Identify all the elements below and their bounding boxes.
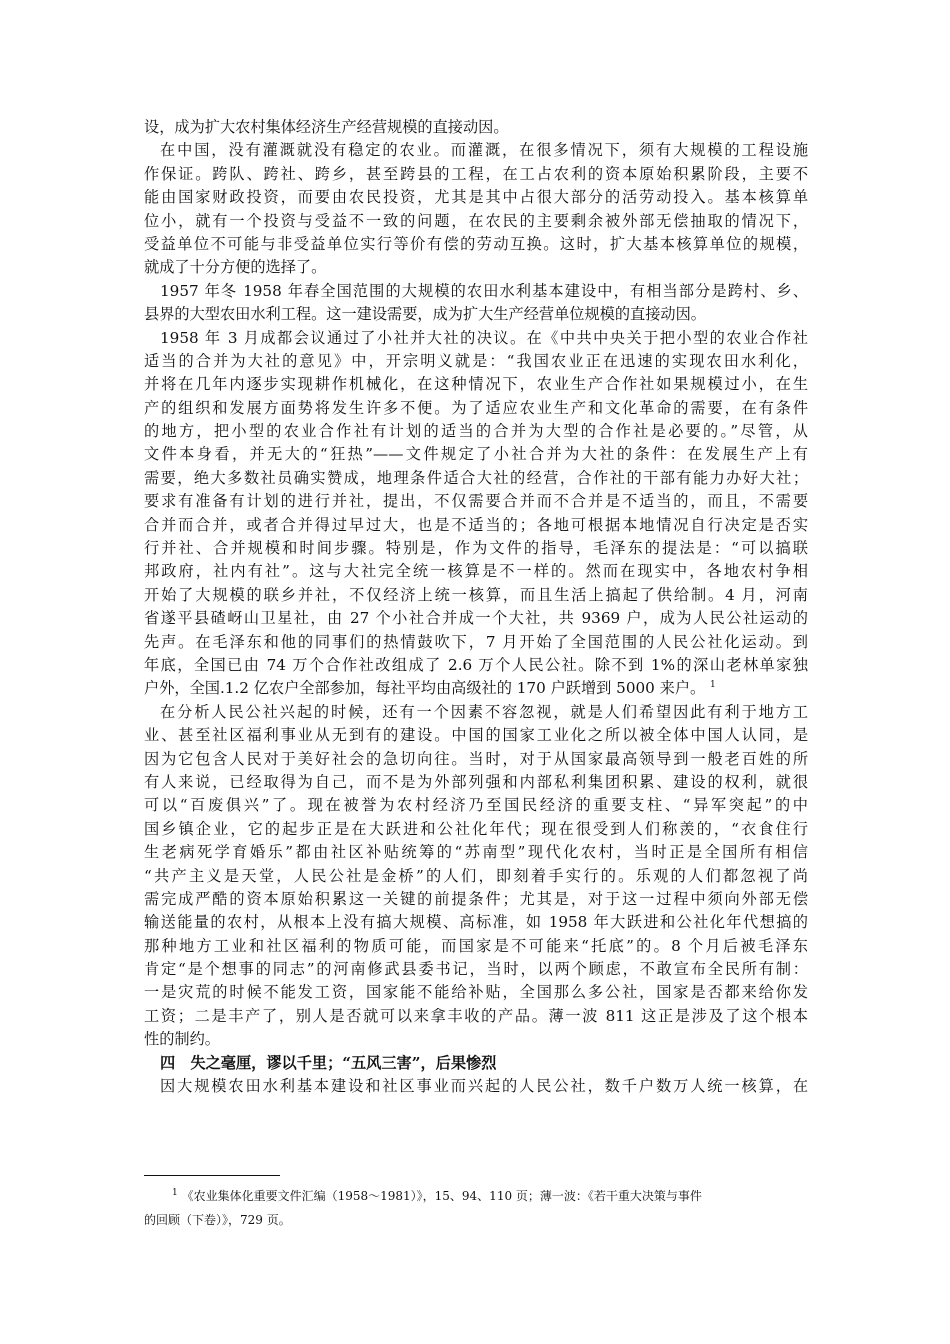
body-text-line: 就成了十分方便的选择了。 xyxy=(144,258,327,277)
footnote-text: 《农业集体化重要文件汇编（1958～1981）》，15、94、110 页；薄一波：《若干重大决策与事件 xyxy=(181,1189,702,1203)
body-text-line: 肯定“是个想事的同志”的河南修武县委书记，当时，以两个顾虑，不敢宣布全民所有制： xyxy=(144,960,808,979)
body-text-line: 输送能量的农村，从根本上没有搞大规模、高标准，如 1958 年大跃进和公社化年代想搞的 xyxy=(144,913,808,932)
body-text-line: 那种地方工业和社区福利的物质可能，而国家是不可能来“托底”的。8 个月后被毛泽东 xyxy=(144,936,808,955)
body-text-line: 开始了大规模的联乡并社，不仅经济上统一核算，而且生活上搞起了供给制。4 月，河南 xyxy=(144,585,808,604)
body-text-line: 合并而合并，或者合并得过早过大，也是不适当的；各地可根据本地情况自行决定是否实 xyxy=(144,515,808,534)
body-text-line: 生老病死学育婚乐”都由社区补贴统筹的“苏南型”现代化农村，当时正是全国所有相信 xyxy=(144,843,808,862)
body-text-line: 的地方，把小型的农业合作社有计划的适当的合并为大型的合作社是必要的。”尽管，从 xyxy=(144,422,808,441)
body-text-line: 设，成为扩大农村集体经济生产经营规模的直接动因。 xyxy=(144,118,509,136)
body-text-line: 因为它包含人民对于美好社会的急切向往。当时，对于从国家最高领导到一般老百姓的所 xyxy=(144,749,808,768)
body-text-line: 作保证。跨队、跨社、跨乡，甚至跨县的工程，在工占农利的资本原始积累阶段，主要不 xyxy=(144,164,808,183)
body-text-line: 行并社、合并规模和时间步骤。特别是，作为文件的指导，毛泽东的提法是：“可以搞联 xyxy=(144,539,808,558)
body-text-line: 文件本身看，并无大的“狂热”——文件规定了小社合并为大社的条件：在发展生产上有 xyxy=(144,445,808,464)
body-text-line: 在中国，没有灌溉就没有稳定的农业。而灌溉，在很多情况下，须有大规模的工程设施 xyxy=(160,141,808,160)
body-text-line: 年底，全国已由 74 万个合作社改组成了 2.6 万个人民公社。除不到 1%的深山老林单家独 xyxy=(144,655,808,674)
body-text-line: “共产主义是天堂，人民公社是金桥”的人们，即刻着手实行的。乐观的人们都忽视了尚 xyxy=(144,866,808,885)
body-text-line: 因大规模农田水利基本建设和社区事业而兴起的人民公社，数千户数万人统一核算，在 xyxy=(160,1077,808,1096)
footnote-line xyxy=(144,1184,808,1208)
body-text-line: 一是灾荒的时候不能发工资，国家能不能给补贴，全国那么多公社，国家是否都来给你发 xyxy=(144,983,808,1002)
body-text-line: 产的组织和发展方面势将发生许多不便。为了适应农业生产和文化革命的需要，在有条件 xyxy=(144,398,808,417)
body-text-line: 1957 年冬 1958 年春全国范围的大规模的农田水利基本建设中，有相当部分是跨村、乡、 xyxy=(160,281,808,300)
body-text-line: 性的制约。 xyxy=(144,1030,220,1049)
body-text-line: 能由国家财政投资，而要由农民投资，尤其是其中占很大部分的活劳动投入。基本核算单 xyxy=(144,188,808,207)
body-text-line: 需完成严酷的资本原始积累这一关键的前提条件；尤其是，对于这一过程中须向外部无偿 xyxy=(144,889,808,908)
footnote-line xyxy=(144,1208,808,1232)
body-text-line: 国乡镇企业，它的起步正是在大跃进和公社化年代；现在很受到人们称羡的，“衣食住行 xyxy=(144,819,808,838)
body-text-line: 并将在几年内逐步实现耕作机械化，在这种情况下，农业生产合作社如果规模过小，在生 xyxy=(144,375,808,394)
body-text-line: 1958 年 3 月成都会议通过了小社并大社的决议。在《中共中央关于把小型的农业合作社 xyxy=(160,328,808,347)
body-text-line: 受益单位不可能与非受益单位实行等价有偿的劳动互换。这时，扩大基本核算单位的规模， xyxy=(144,234,808,253)
body-text-line: 位小，就有一个投资与受益不一致的问题，在农民的主要剩余被外部无偿抽取的情况下， xyxy=(144,211,808,230)
footnotes xyxy=(144,1184,808,1232)
body-text-line: 在分析人民公社兴起的时候，还有一个因素不容忽视，就是人们希望因此有利于地方工 xyxy=(160,702,808,721)
body-text-line: 要求有准备有计划的进行并社，提出，不仅需要合并而不合并是不适当的，而且，不需要 xyxy=(144,492,808,511)
body-text-line: 可以“百废俱兴”了。现在被誉为农村经济乃至国民经济的重要支柱、“异军突起”的中 xyxy=(144,796,808,815)
footnote-marker: 1 xyxy=(172,1188,178,1198)
body-text-line: 户外，全国.1.2 亿农户全部参加，每社平均由高级社的 170 户跃增到 5000 来户。 $^1$ xyxy=(144,679,716,698)
body-text-line: 有人来说，已经取得为自己，而不是为外部列强和内部私利集团积累、建设的权利，就很 xyxy=(144,772,808,791)
body-text-line: 适当的合并为大社的意见》中，开宗明义就是：“我国农业正在迅速的实现农田水利化， xyxy=(144,351,808,370)
document-body xyxy=(144,116,808,1098)
body-text-line: 县界的大型农田水利工程。这一建设需要，成为扩大生产经营单位规模的直接动因。 xyxy=(144,305,706,324)
body-text-line: 省遂平县碴岈山卫星社，由 27 个小社合并成一个大社，共 9369 户，成为人民公社运动的 xyxy=(144,609,808,628)
body-text-line: 业、甚至社区福利事业从无到有的建设。中国的国家工业化之所以被全体中国人认同，是 xyxy=(144,726,808,745)
section-heading: 四 失之毫厘，谬以千里；“五风三害”，后果惨烈 xyxy=(160,1053,497,1072)
body-text-line: 先声。在毛泽东和他的同事们的热情鼓吹下，7 月开始了全国范围的人民公社化运动。到 xyxy=(144,632,808,651)
footnote-divider xyxy=(144,1175,280,1176)
footnote-reference: 1 xyxy=(710,680,716,691)
footnote-text: 的回顾（下卷）》，729 页。 xyxy=(144,1213,291,1227)
body-text-line: 工资；二是丰产了，别人是否就可以来拿丰收的产品。薄一波 811 这正是涉及了这个根本 xyxy=(144,1006,808,1025)
body-text-line: 需要，绝大多数社员确实赞成，地理条件适合大社的经营，合作社的干部有能力办好大社； xyxy=(144,468,808,487)
body-text-line: 邦政府，社内有社”。这与大社完全统一核算是不一样的。然而在现实中，各地农村争相 xyxy=(144,562,808,581)
